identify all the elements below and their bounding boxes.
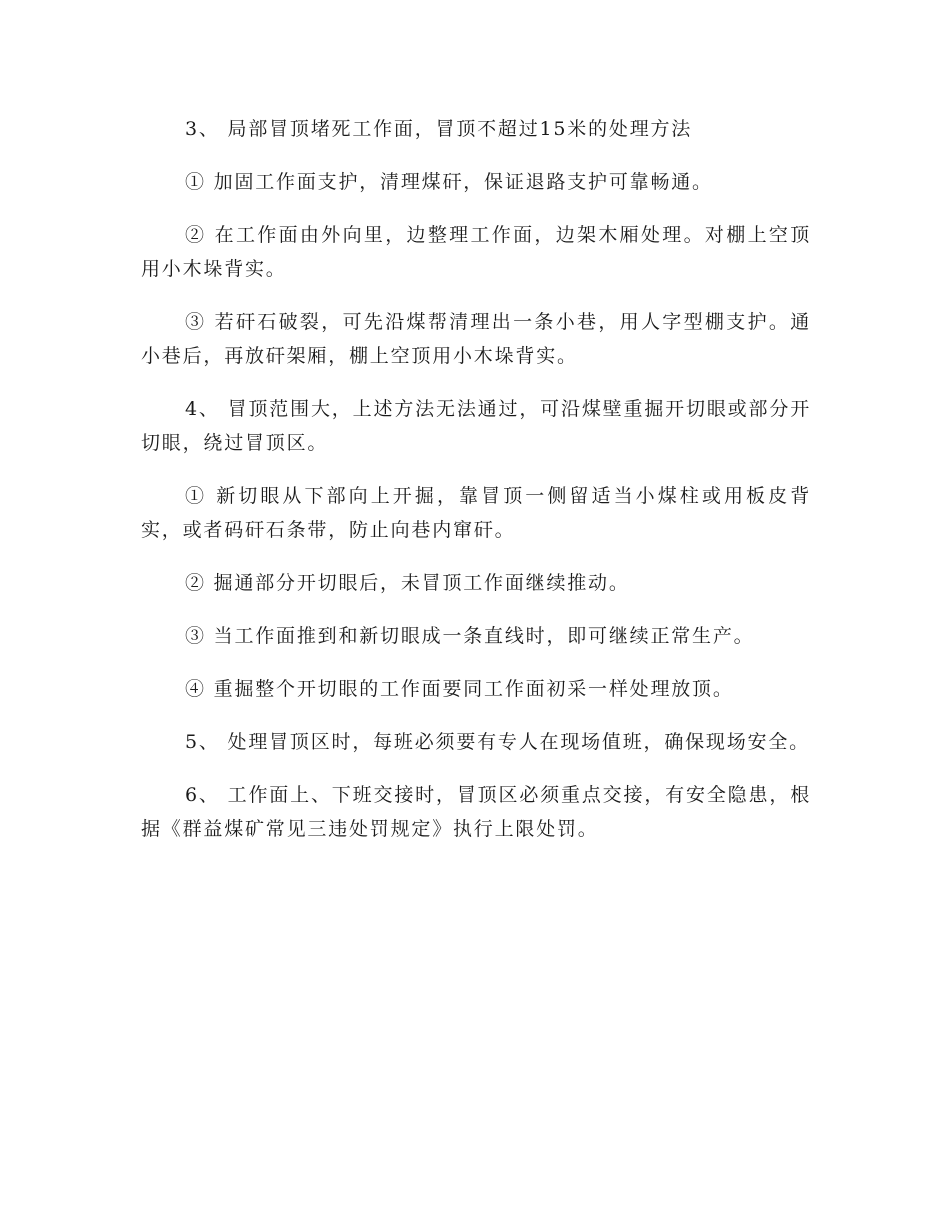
document-body bbox=[141, 112, 811, 865]
paragraph-3-item-3: ③ 若矸石破裂，可先沿煤帮清理出一条小巷，用人字型棚支护。通小巷后，再放矸架厢，棚上空顶用小木垛背实。 bbox=[141, 311, 811, 367]
paragraph-4: 4、 冒顶范围大，上述方法无法通过，可沿煤壁重掘开切眼或部分开切眼，绕过冒顶区。 bbox=[141, 398, 811, 454]
paragraph-3: 3、 局部冒顶堵死工作面，冒顶不超过15米的处理方法 bbox=[185, 118, 693, 140]
paragraph-3-item-1: ① 加固工作面支护，清理煤矸，保证退路支护可靠畅通。 bbox=[185, 171, 713, 193]
paragraph-4-item-2: ② 掘通部分开切眼后，未冒顶工作面继续推动。 bbox=[185, 572, 630, 594]
paragraph-4-item-1: ① 新切眼从下部向上开掘，靠冒顶一侧留适当小煤柱或用板皮背实，或者码矸石条带，防止向巷内窜矸。 bbox=[141, 485, 811, 541]
paragraph-6: 6、 工作面上、下班交接时，冒顶区必须重点交接，有安全隐患，根据《群益煤矿常见三违处罚规定》执行上限处罚。 bbox=[141, 784, 811, 840]
paragraph-3-item-2: ② 在工作面由外向里，边整理工作面，边架木厢处理。对棚上空顶用小木垛背实。 bbox=[141, 224, 811, 280]
paragraph-5: 5、 处理冒顶区时，每班必须要有专人在现场值班，确保现场安全。 bbox=[185, 731, 810, 753]
paragraph-4-item-4: ④ 重掘整个开切眼的工作面要同工作面初采一样处理放顶。 bbox=[185, 678, 734, 700]
paragraph-4-item-3: ③ 当工作面推到和新切眼成一条直线时，即可继续正常生产。 bbox=[185, 625, 755, 647]
